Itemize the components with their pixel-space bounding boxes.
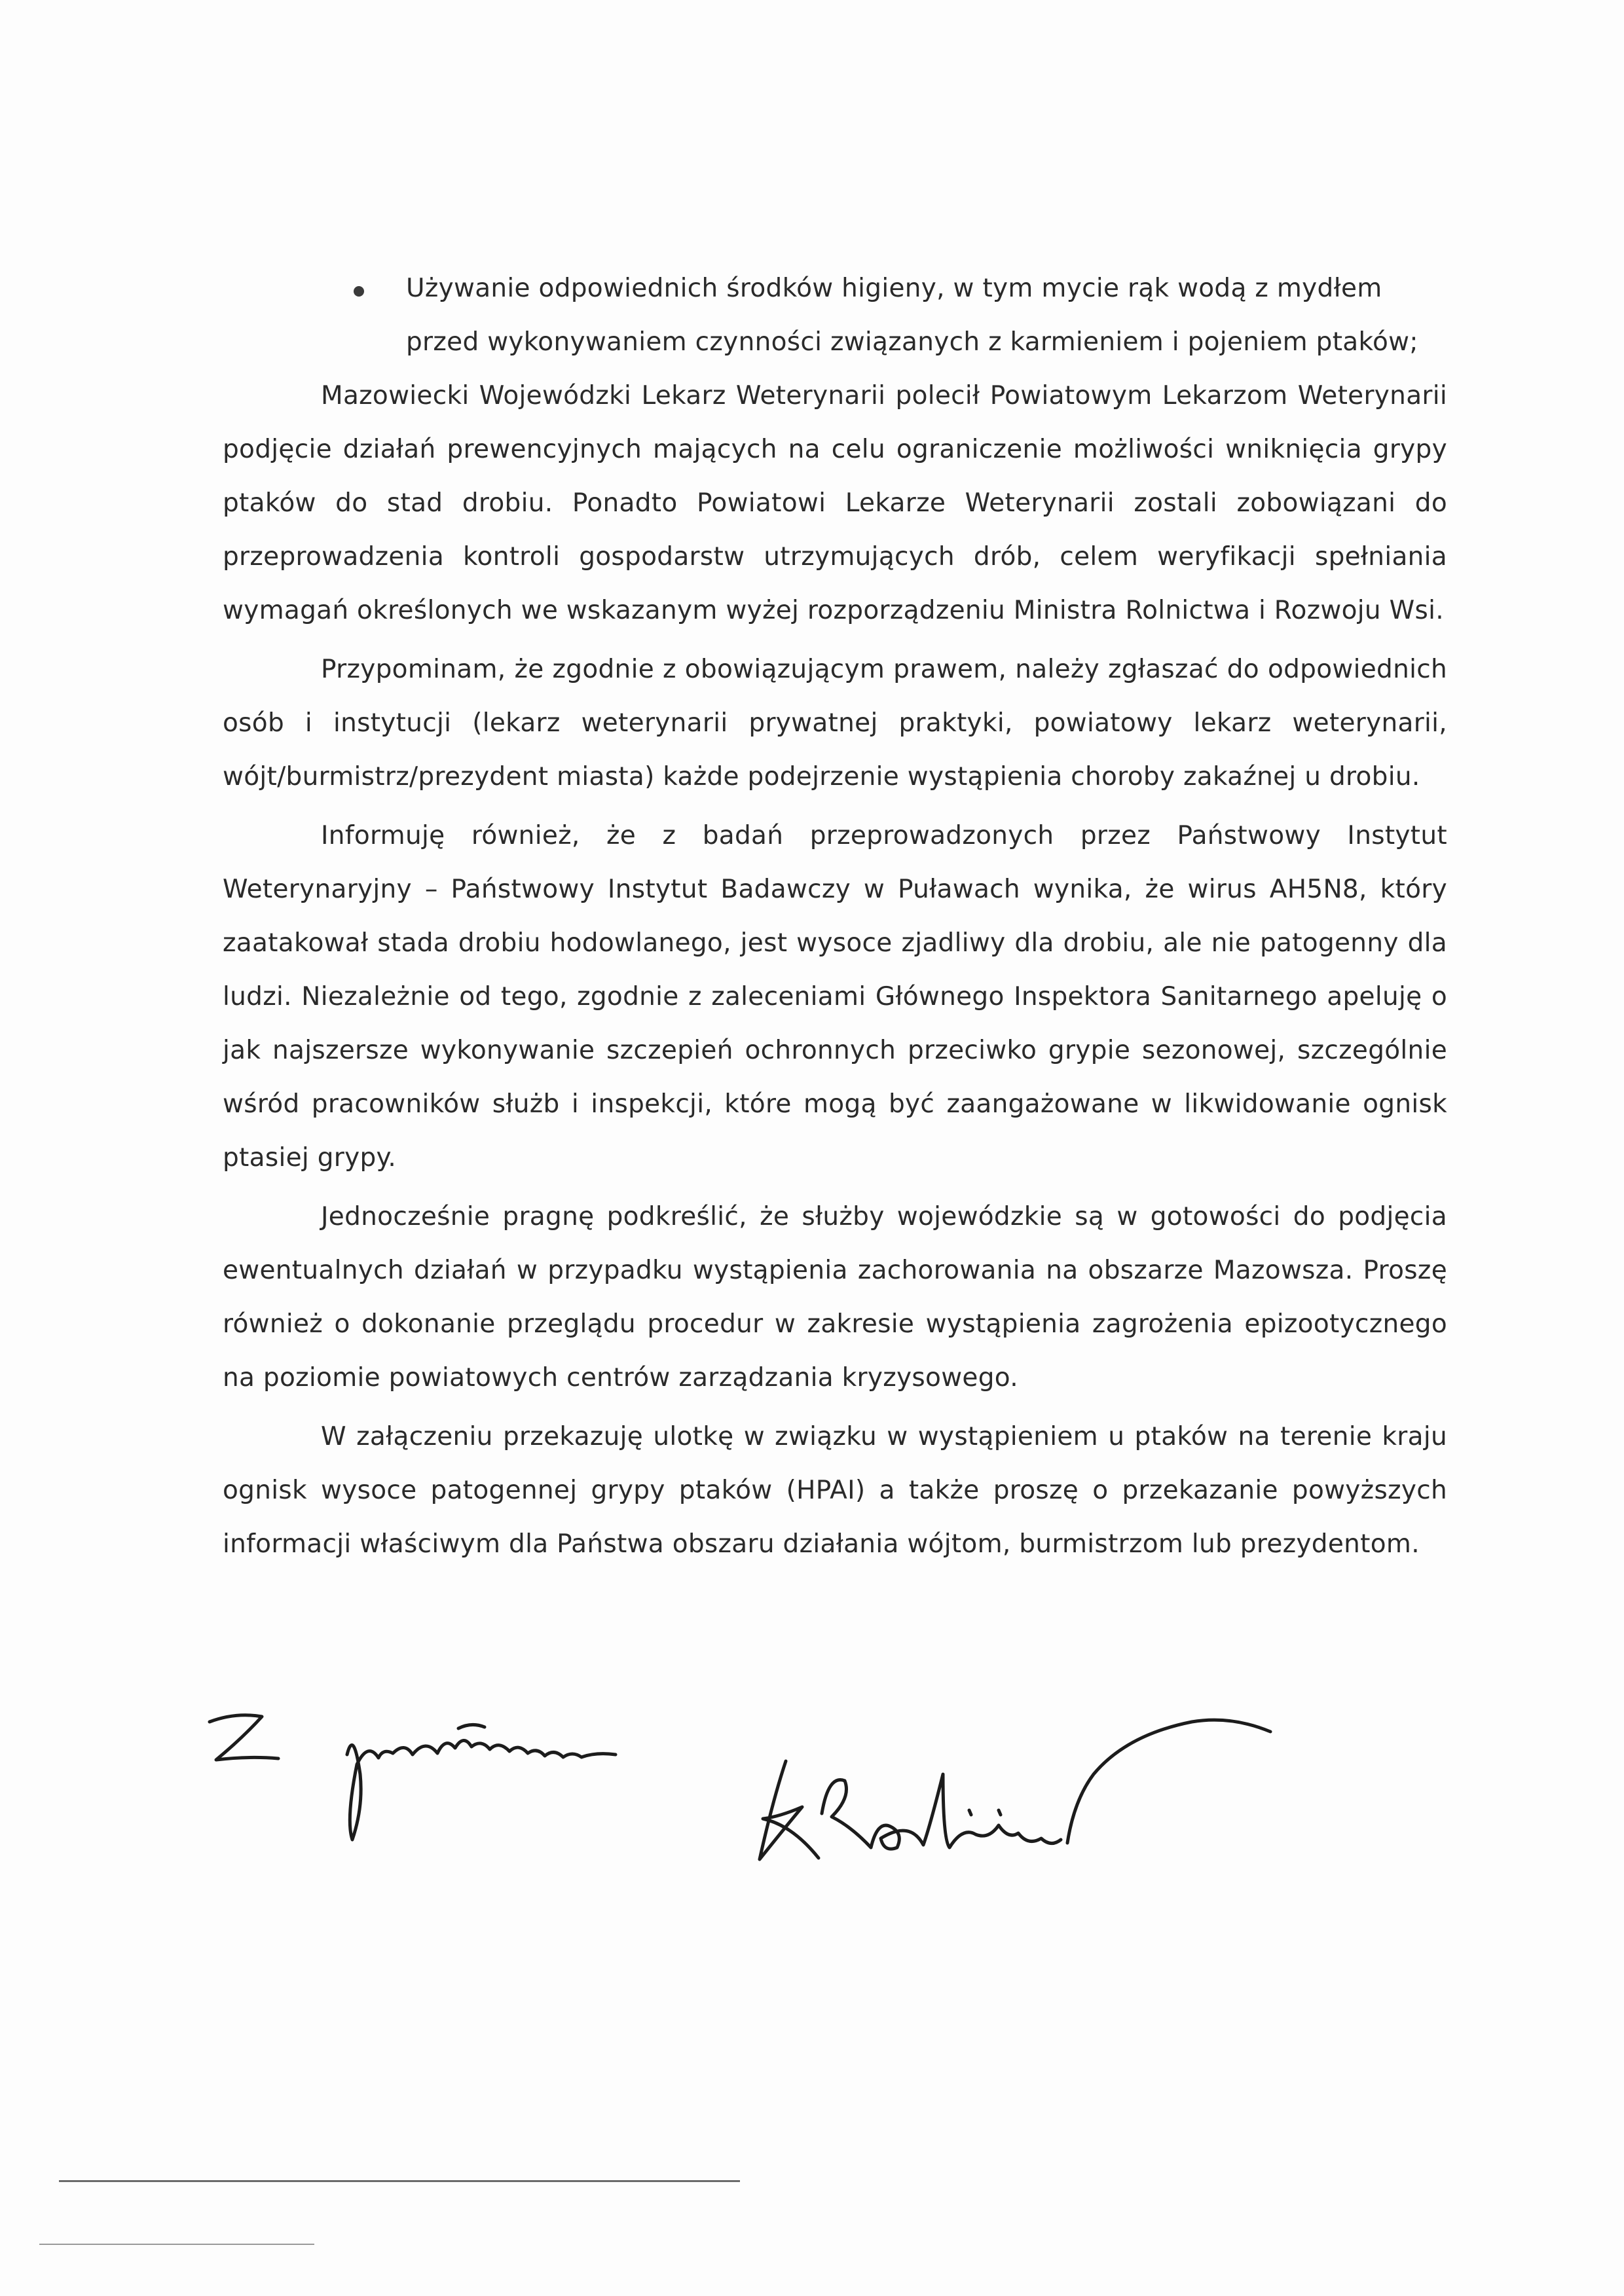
handwritten-signature: [196, 1676, 1441, 1872]
closing-word-scribble: [347, 1740, 616, 1840]
paragraph-veterinary-actions: Mazowiecki Wojewódzki Lekarz Weterynarii polecił Powiatowym Lekarzom Weterynarii podjęcie działań prewencyjnych mających na celu ograniczenie możliwości wniknięcia grypy ptaków do stad drobiu. Ponadto Powiatowi Lekarze Weterynarii zostali zobowiązani do przeprowadzenia kontroli gospodarstw utrzymujących drób, celem weryfikacji spełniania wymagań określonych we wskazanym wyżej rozporządzeniu Ministra Rolnictwa i Rozwoju Wsi.: [223, 381, 1447, 625]
signature-drawing: [196, 1676, 1441, 1872]
letter-body: [223, 262, 1447, 1571]
closing-accent-stroke: [458, 1724, 485, 1728]
bullet-marker: [354, 286, 364, 297]
bullet-text: Używanie odpowiednich środków higieny, w tym mycie rąk wodą z mydłem przed wykonywaniem czynności związanych z karmieniem i pojeniem ptaków;: [406, 274, 1418, 357]
paragraph-readiness: Jednocześnie pragnę podkreślić, że służby wojewódzkie są w gotowości do podjęcia ewentualnych działań w przypadku wystąpienia zachorowania na obszarze Mazowsza. Proszę również o dokonanie przeglądu procedur w zakresie wystąpienia zagrożenia epizootycznego na poziomie powiatowych centrów zarządzania kryzysowego.: [223, 1202, 1447, 1393]
signer-name-scribble: [822, 1774, 1061, 1849]
bullet-list-item: [223, 262, 1447, 369]
footer-rule: [59, 2180, 740, 2182]
signer-dots: [969, 1810, 1001, 1815]
closing-letter-z: [210, 1715, 278, 1760]
paragraph-virus-information: Informuję również, że z badań przeprowadzonych przez Państwowy Instytut Weterynaryjny – Państwowy Instytut Badawczy w Puławach wynika, że wirus AH5N8, który zaatakował stada drobiu hodowlanego, jest wysoce zjadliwy dla drobiu, ale nie patogenny dla ludzi. Niezależnie od tego, zgodnie z zaleceniami Głównego Inspektora Sanitarnego apeluję o jak najszersze wykonywanie szczepień ochronnych przeciwko grypie sezonowej, szczególnie wśród pracowników służb i inspekcji, które mogą być zaangażowane w likwidowanie ognisk ptasiej grypy.: [223, 821, 1447, 1173]
paragraph-attachment: W załączeniu przekazuję ulotkę w związku w wystąpieniem u ptaków na terenie kraju ognisk wysoce patogennej grypy ptaków (HPAI) a także proszę o przekazanie powyższych informacji właściwym dla Państwa obszaru działania wójtom, burmistrzom lub prezydentom.: [223, 1422, 1447, 1559]
paragraph-reporting-obligation: Przypominam, że zgodnie z obowiązującym prawem, należy zgłaszać do odpowiednich osób i instytucji (lekarz weterynarii prywatnej praktyki, powiatowy lekarz weterynarii, wójt/burmistrz/prezydent miasta) każde podejrzenie wystąpienia choroby zakaźnej u drobiu.: [223, 655, 1447, 792]
signer-letter-k: [760, 1761, 819, 1859]
footer-rule-short: [39, 2244, 314, 2245]
signer-flourish: [1067, 1720, 1270, 1843]
